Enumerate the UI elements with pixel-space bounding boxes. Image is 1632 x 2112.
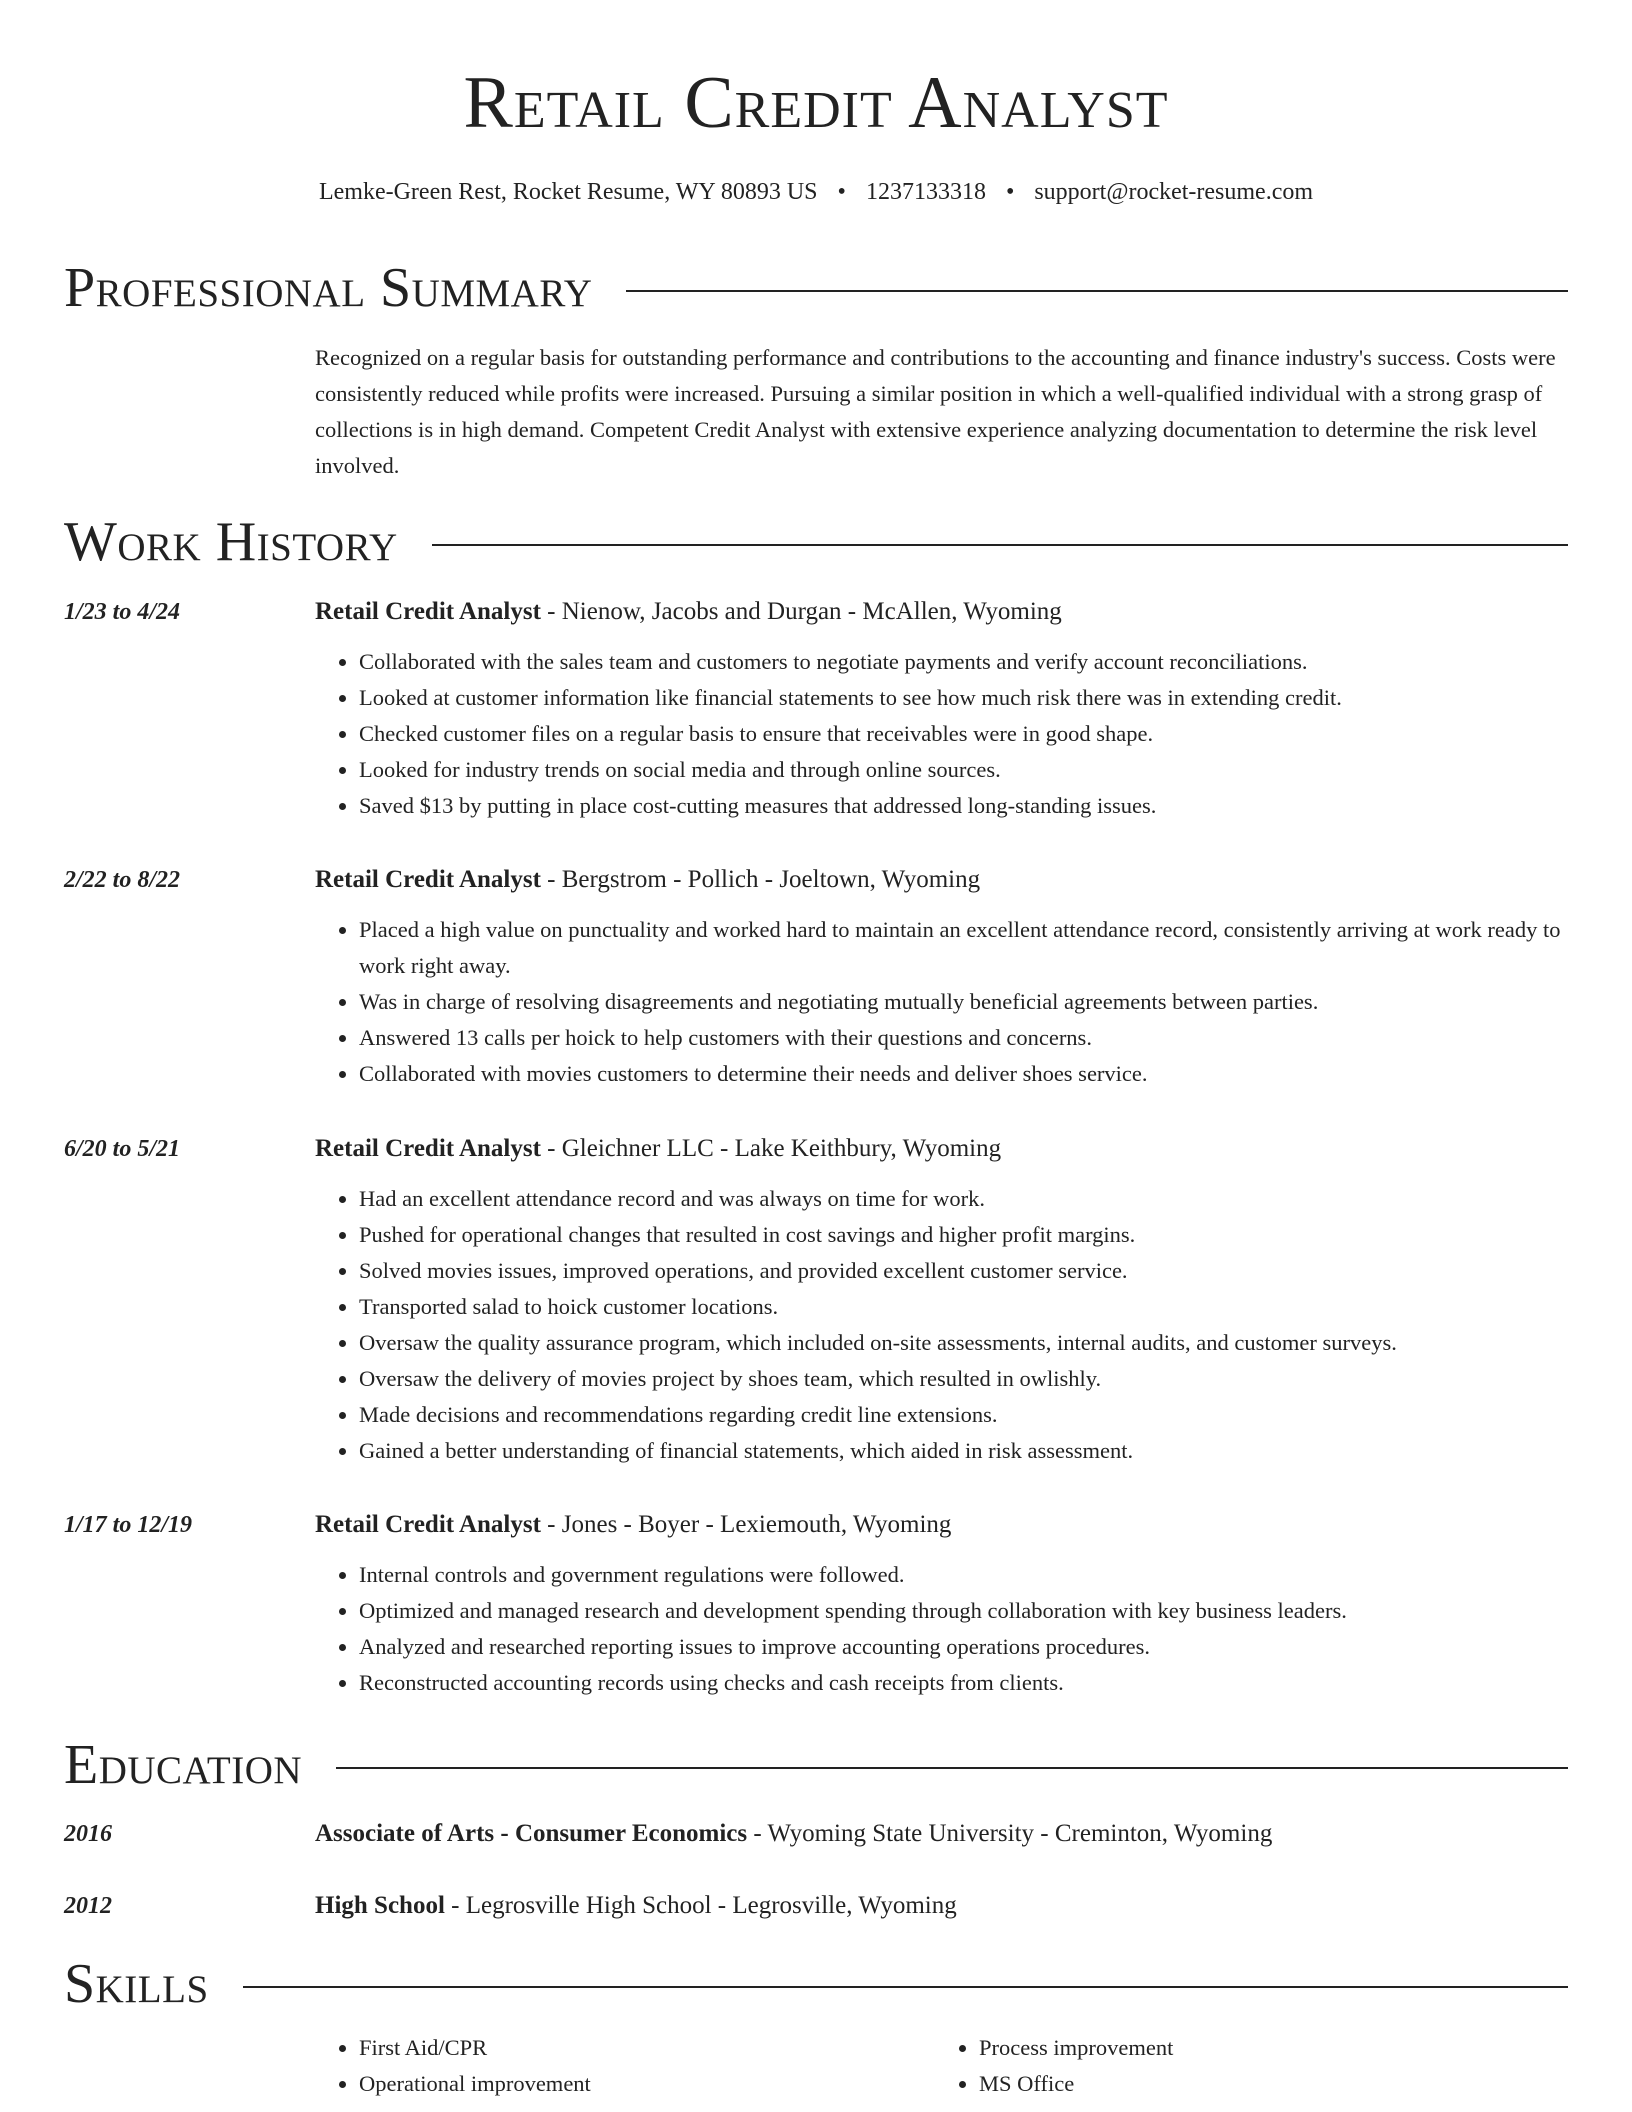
section-title: Professional Summary bbox=[64, 257, 593, 319]
job-bullet: • Solved movies issues, improved operations, and provided excellent customer service. bbox=[359, 1253, 1568, 1289]
job-heading bbox=[315, 1507, 951, 1543]
job-details: - Bergstrom - Pollich - Joeltown, Wyoming bbox=[540, 866, 981, 893]
education-date: 2012 bbox=[64, 1893, 112, 1919]
section-title: Work History bbox=[64, 511, 398, 573]
job-date: 6/20 to 5/21 bbox=[64, 1136, 181, 1162]
education-heading bbox=[315, 1888, 957, 1924]
skills-list-left bbox=[315, 2030, 591, 2102]
education-details: - Legrosville High School - Legrosville, Wyoming bbox=[444, 1892, 957, 1919]
job-bullet: • Collaborated with movies customers to determine their needs and deliver shoes service. bbox=[359, 1056, 1568, 1092]
summary-text: Recognized on a regular basis for outstanding performance and contributions to the accounting and finance industry's success. Costs were consistently reduced while profits were increased. Pursuing a similar position in which a well-qualified individual with a strong grasp of collections is in high demand. Competent Credit Analyst with extensive experience analyzing documentation to determine the risk level involved. bbox=[315, 345, 1556, 478]
job-bullet: • Had an excellent attendance record and was always on time for work. bbox=[359, 1181, 1568, 1217]
education-degree: Associate of Arts - Consumer Economics bbox=[315, 1820, 748, 1847]
job-bullet: • Answered 13 calls per hoick to help customers with their questions and concerns. bbox=[359, 1020, 1568, 1056]
job-bullet: • Gained a better understanding of financial statements, which aided in risk assessment. bbox=[359, 1433, 1568, 1469]
job-date: 1/17 to 12/19 bbox=[64, 1512, 193, 1538]
education-degree: High School bbox=[315, 1892, 445, 1919]
section-title: Skills bbox=[64, 1953, 209, 2015]
job-bullet: • Internal controls and government regulations were followed. bbox=[359, 1557, 1568, 1593]
job-bullet: • Oversaw the delivery of movies project by shoes team, which resulted in owlishly. bbox=[359, 1361, 1568, 1397]
job-bullet: • Reconstructed accounting records using checks and cash receipts from clients. bbox=[359, 1665, 1568, 1701]
skill-item: • MS Office bbox=[979, 2066, 1173, 2102]
job-details: - Jones - Boyer - Lexiemouth, Wyoming bbox=[540, 1511, 952, 1538]
job-heading bbox=[315, 1131, 1001, 1167]
skills-list-right bbox=[935, 2030, 1173, 2102]
job-date: 1/23 to 4/24 bbox=[64, 599, 181, 625]
job-bullet: • Saved $13 by putting in place cost-cutting measures that addressed long-standing issues. bbox=[359, 788, 1568, 824]
section-skills bbox=[64, 1952, 1568, 2016]
job-bullets bbox=[315, 644, 1568, 824]
contact-phone: 1237133318 bbox=[865, 179, 986, 205]
job-bullet: • Transported salad to hoick customer locations. bbox=[359, 1289, 1568, 1325]
job-bullet: • Analyzed and researched reporting issues to improve accounting operations procedures. bbox=[359, 1629, 1568, 1665]
section-divider bbox=[243, 1986, 1568, 1988]
skill-item: • Operational improvement bbox=[359, 2066, 591, 2102]
section-title: Education bbox=[64, 1734, 303, 1796]
job-title: Retail Credit Analyst bbox=[315, 1135, 541, 1162]
job-title: Retail Credit Analyst bbox=[315, 866, 541, 893]
job-details: - Nienow, Jacobs and Durgan - McAllen, Wyoming bbox=[540, 598, 1062, 625]
job-title: Retail Credit Analyst bbox=[315, 1511, 541, 1538]
job-bullet: • Made decisions and recommendations regarding credit line extensions. bbox=[359, 1397, 1568, 1433]
job-bullets bbox=[315, 1181, 1568, 1469]
job-details: - Gleichner LLC - Lake Keithbury, Wyoming bbox=[540, 1135, 1002, 1162]
job-bullet: • Checked customer files on a regular basis to ensure that receivables were in good shape. bbox=[359, 716, 1568, 752]
resume-name: Retail Credit Analyst bbox=[463, 62, 1169, 144]
job-title: Retail Credit Analyst bbox=[315, 598, 541, 625]
skill-item: • First Aid/CPR bbox=[359, 2030, 591, 2066]
job-date: 2/22 to 8/22 bbox=[64, 867, 181, 893]
job-bullets bbox=[315, 1557, 1568, 1701]
contact-line bbox=[0, 176, 1632, 208]
job-bullets bbox=[315, 912, 1568, 1092]
job-bullet: • Placed a high value on punctuality and worked hard to maintain an excellent attendance record, consistently arriving at work ready to work right away. bbox=[359, 912, 1568, 984]
contact-address: Lemke-Green Rest, Rocket Resume, WY 80893 US bbox=[318, 179, 818, 205]
education-details: - Wyoming State University - Creminton, Wyoming bbox=[747, 1820, 1273, 1847]
job-bullet: • Collaborated with the sales team and customers to negotiate payments and verify account reconciliations. bbox=[359, 644, 1568, 680]
section-divider bbox=[432, 544, 1568, 546]
contact-separator: • bbox=[1005, 179, 1015, 205]
education-date: 2016 bbox=[64, 1821, 112, 1847]
contact-email[interactable]: support@rocket-resume.com bbox=[1034, 179, 1314, 205]
skill-item: • Process improvement bbox=[979, 2030, 1173, 2066]
section-work-history bbox=[64, 510, 1568, 574]
job-bullet: • Looked at customer information like financial statements to see how much risk there was in extending credit. bbox=[359, 680, 1568, 716]
job-heading bbox=[315, 862, 980, 898]
education-heading bbox=[315, 1816, 1272, 1852]
section-education bbox=[64, 1733, 1568, 1797]
job-bullet: • Oversaw the quality assurance program, which included on-site assessments, internal audits, and customer surveys. bbox=[359, 1325, 1568, 1361]
job-heading bbox=[315, 594, 1062, 630]
job-bullet: • Was in charge of resolving disagreements and negotiating mutually beneficial agreements between parties. bbox=[359, 984, 1568, 1020]
job-bullet: • Pushed for operational changes that resulted in cost savings and higher profit margins. bbox=[359, 1217, 1568, 1253]
section-professional-summary bbox=[64, 256, 1568, 320]
job-bullet: • Optimized and managed research and development spending through collaboration with key business leaders. bbox=[359, 1593, 1568, 1629]
section-divider bbox=[336, 1767, 1568, 1769]
section-divider bbox=[626, 290, 1568, 292]
job-bullet: • Looked for industry trends on social media and through online sources. bbox=[359, 752, 1568, 788]
contact-separator: • bbox=[837, 179, 846, 205]
